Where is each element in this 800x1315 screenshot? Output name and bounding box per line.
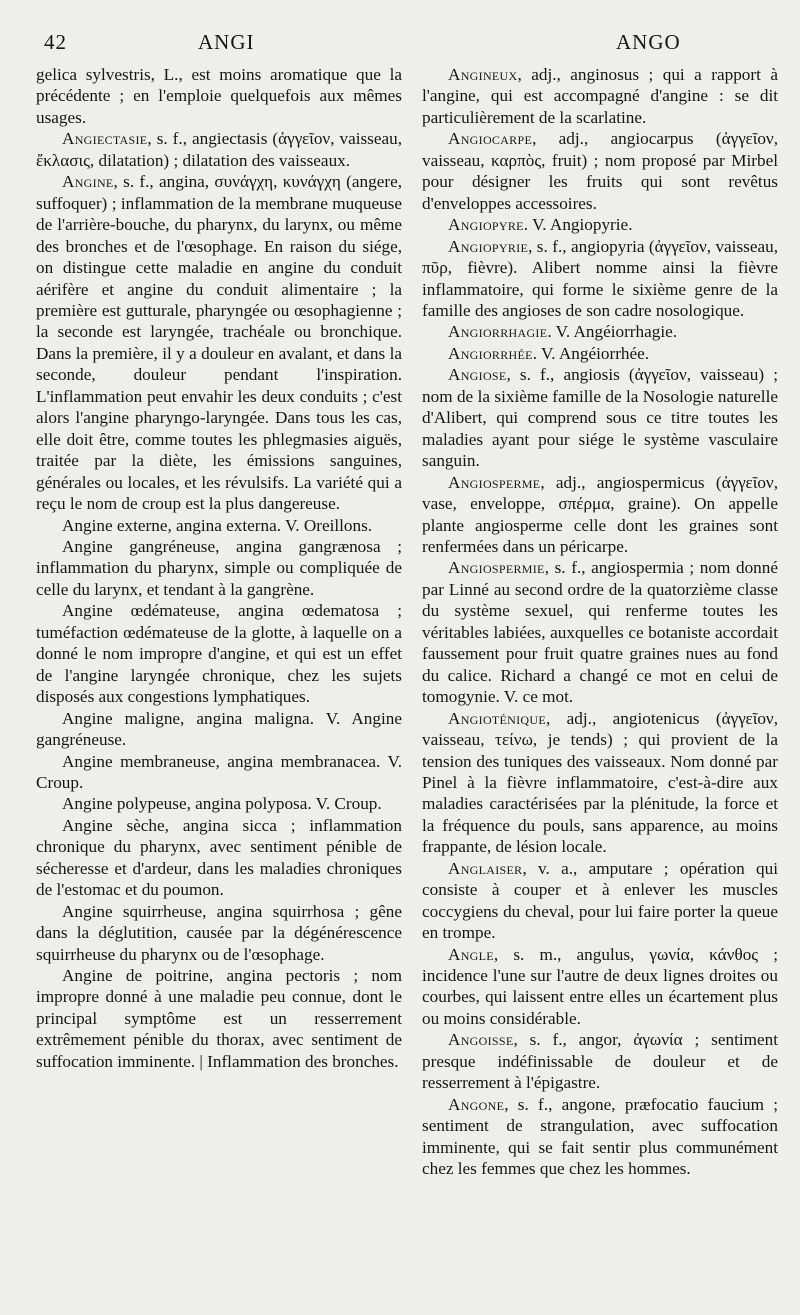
dictionary-entry [422, 364, 778, 471]
page-number: 42 [44, 30, 67, 54]
dictionary-entry [36, 128, 402, 171]
entry-headword: Angioténique [448, 708, 546, 728]
dictionary-subentry: Angine externe, angina externa. V. Oreillons. [62, 515, 373, 535]
dictionary-entry [422, 236, 778, 322]
entry-definition: , adj., angiocarpus (ἀγγεῖον, vaisseau, καρπὸς, fruit) ; nom proposé par Mirbel pour désigner les fruits qui sont revêtus d'enveloppes accessoires. [422, 129, 778, 213]
entry-headword: Angiospermie [448, 558, 545, 578]
left-running-head: ANGI [198, 30, 255, 54]
entry-definition: , s. f., angone, præfocatio faucium ; sentiment de strangulation, avec suffocation imminente, qui se fait sentir plus communément chez les femmes que chez les hommes. [422, 1094, 778, 1179]
running-header [44, 30, 778, 60]
dictionary-entry [422, 214, 778, 235]
dictionary-entry [422, 557, 778, 707]
entry-continuation: gelica sylvestris, L., est moins aromatique que la précédente ; en l'emploie quelquefois aux mêmes usages. [36, 65, 402, 127]
entry-definition: , s. f., angiospermia ; nom donné par Linné au second ordre de la quatorzième classe du système sexuel, qui renferme toutes les véritables labiées, auxquelles ce botaniste accordait faussement pour fruit quatre graines nues au fond du calice. Richard a changé ce mot en celui de tomogynie. V. ce mot. [422, 558, 778, 707]
dictionary-subentry: Angine de poitrine, angina pectoris ; nom impropre donné à une maladie peu connue, dont le principal symptôme est un resserrement extrêmement pénible du thorax, avec sentiment de suffocation imminente. | Inflammation des bronches. [36, 966, 402, 1071]
entry-headword: Angiectasie [62, 129, 148, 149]
entry-definition: , s. f., angina, συνάγχη, κυνάγχη (angere, suffoquer) ; inflammation de la membrane muqueuse de l'arrière-bouche, du pharynx, du larynx, ou même des bronches et de l'œsophage. En raison du siége, on distingue cette maladie en angine du conduit aérifère et angine du conduit alimentaire ; la première est gutturale, pharyngée ou œsophagienne ; la seconde est laryngée, trachéale ou bronchique. Dans la première, il y a douleur en avalant, et dans la seconde, douleur pendant l'inspiration. L'inflammation peut envahir les deux conduits ; c'est alors l'angine pharyngo-laryngée. Dans tous les cas, elle doit être, comme toutes les phlegmasies aiguës, traitée par la diète, les émissions sanguines, générales ou locales, et les révulsifs. La variété qui a reçu le nom de croup est la plus dangereuse. [36, 172, 402, 514]
dictionary-entry [36, 171, 402, 514]
entry-definition: . V. Angéiorrhée. [532, 343, 650, 363]
entry-headword: Angone [448, 1094, 505, 1114]
dictionary-subentry: Angine maligne, angina maligna. V. Angine gangréneuse. [36, 708, 402, 750]
entry-headword: Angiorrhagie [448, 322, 548, 342]
dictionary-entry [422, 472, 778, 558]
entry-headword: Anglaiser [448, 858, 523, 878]
entry-definition: , adj., angiospermicus (ἀγγεῖον, vase, enveloppe, σπέρμα, graine). On appelle plante angiosperme celle dont les graines sont renfermées dans un péricarpe. [422, 472, 778, 556]
dictionary-subentry: Angine sèche, angina sicca ; inflammation chronique du pharynx, avec sentiment pénible de sécheresse et d'ardeur, dans les maladies chroniques de l'estomac et du poumon. [36, 815, 402, 900]
dictionary-entry [422, 321, 778, 342]
entry-headword: Angiopyre [448, 215, 524, 235]
dictionary-entry [422, 128, 778, 214]
entry-definition: . V. Angiopyrie. [523, 215, 633, 235]
dictionary-entry [422, 343, 778, 364]
entry-headword: Angineux [448, 65, 518, 84]
entry-definition: , s. f., angiectasis (ἀγγεῖον, vaisseau, ἔκλασις, dilatation) ; dilatation des vaisseaux. [36, 129, 402, 170]
dictionary-subentry: Angine squirrheuse, angina squirrhosa ; gêne dans la déglutition, causée par la dégénérescence squirrheuse du pharynx ou de l'œsophage. [36, 901, 402, 964]
entry-definition: , s. f., angiosis (ἀγγεῖον, vaisseau) ; nom de la sixième famille de la Nosologie naturelle d'Alibert, qui comprend sous ce titre toutes les maladies ayant pour siége le système vasculaire sanguin. [422, 365, 778, 471]
entry-headword: Angiorrhée [448, 343, 533, 363]
right-running-head: ANGO [616, 30, 681, 54]
dictionary-entry [422, 944, 778, 1030]
dictionary-entry [422, 858, 778, 944]
dictionary-entry [422, 1094, 778, 1180]
entry-definition: , adj., anginosus ; qui a rapport à l'angine, qui est accompagné d'angine : se dit particulièrement de la scarlatine. [422, 65, 778, 127]
dictionary-entry [422, 1029, 778, 1093]
dictionary-subentry: Angine gangréneuse, angina gangrænosa ; inflammation du pharynx, simple ou compliquée de celle du larynx, et tendant à la gangrène. [36, 536, 402, 599]
entry-headword: Angoisse [448, 1030, 514, 1050]
entry-headword: Angine [62, 172, 114, 192]
dictionary-subentry: Angine œdémateuse, angina œdematosa ; tuméfaction œdémateuse de la glotte, à laquelle on a donné le nom impropre d'angine, et qui est un effet de l'angine laryngée chronique, chez les sujets disposés aux congestions lymphatiques. [36, 601, 402, 707]
entry-definition: , v. a., amputare ; opération qui consiste à couper et à enlever les muscles coccygiens du cheval, pour lui faire porter la queue en trompe. [422, 858, 778, 943]
entry-headword: Angiocarpe [448, 129, 533, 149]
entry-headword: Angiosperme [448, 472, 541, 492]
entry-headword: Angiose [448, 365, 507, 385]
entry-definition: , s. f., angor, ἀγωνία ; sentiment presque indéfinissable de douleur et de resserrement à l'épigastre. [422, 1030, 778, 1093]
entry-definition: , s. f., angiopyria (ἀγγεῖον, vaisseau, πῦρ, fièvre). Alibert nomme ainsi la fièvre inflammatoire, qui forme le sixième genre de la famille des angioses de son cadre nosologique. [422, 236, 778, 320]
entry-headword: Angle [448, 944, 494, 964]
entry-definition: , adj., angiotenicus (ἀγγεῖον, vaisseau, τείνω, je tends) ; qui provient de la tension des tuniques des vaisseaux. Nom donné par Pinel à la fièvre inflammatoire, c'est-à-dire aux maladies caractérisées par la plénitude, la force et la fréquence du pouls, sans apparence, au moins frappante, de lésion locale. [422, 708, 778, 857]
dictionary-entry [422, 708, 778, 858]
entry-headword: Angiopyrie [448, 236, 529, 256]
dictionary-entry [422, 64, 778, 128]
dictionary-subentry: Angine membraneuse, angina membranacea. V. Croup. [36, 751, 402, 792]
right-column [422, 64, 778, 1180]
entry-definition: . V. Angéiorrhagie. [547, 322, 678, 342]
entry-definition: , s. m., angulus, γωνία, κάνθος ; incidence l'une sur l'autre de deux lignes droites ou courbes, qui laissent entre elles un écartement plus ou moins considérable. [422, 944, 778, 1028]
left-column [36, 64, 402, 1072]
dictionary-subentry: Angine polypeuse, angina polyposa. V. Croup. [62, 794, 382, 814]
